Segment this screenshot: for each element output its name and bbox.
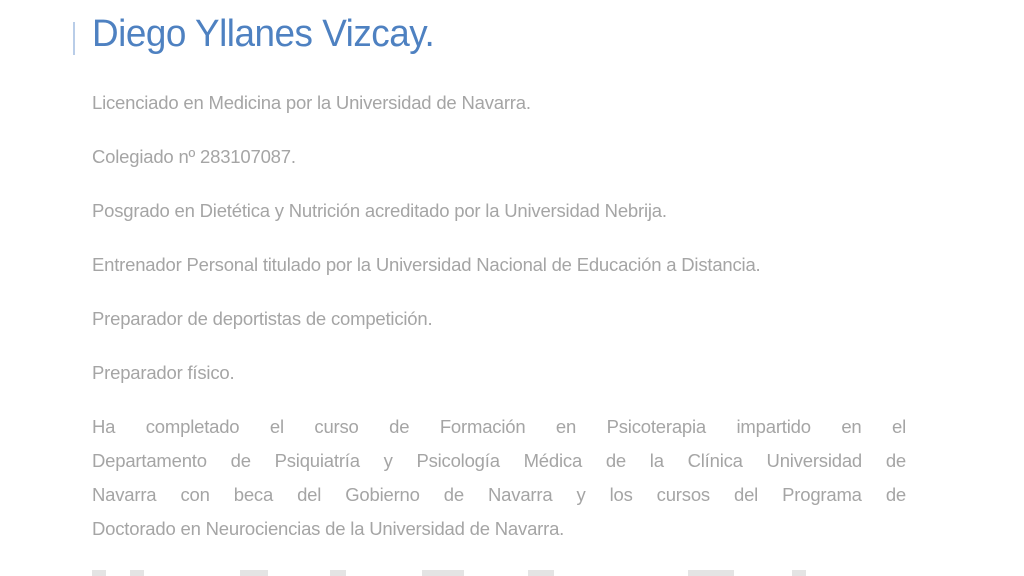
credential-psicoterapia-paragraph	[92, 410, 906, 546]
paragraph-line: Doctorado en Neurociencias de la Universidad de Navarra.	[92, 518, 565, 539]
paragraph-line: Navarra con beca del Gobierno de Navarra y los cursos del Programa de	[92, 484, 906, 505]
credential-preparador-deportistas: Preparador de deportistas de competición.	[92, 308, 433, 329]
credential-entrenador: Entrenador Personal titulado por la Universidad Nacional de Educación a Distancia.	[92, 254, 761, 275]
cutoff-text-line	[92, 570, 906, 576]
credential-preparador-fisico: Preparador físico.	[92, 362, 235, 383]
credential-posgrado: Posgrado en Dietética y Nutrición acreditado por la Universidad Nebrija.	[92, 200, 667, 221]
paragraph-line: Departamento de Psiquiatría y Psicología Médica de la Clínica Universidad de	[92, 450, 906, 471]
document-body	[92, 0, 906, 546]
credential-licenciado: Licenciado en Medicina por la Universidad de Navarra.	[92, 92, 531, 113]
credential-colegiado-number: Colegiado nº 283107087.	[92, 146, 296, 167]
cropped-glyph-sliver	[73, 22, 75, 55]
credentials-list	[92, 86, 906, 546]
page-title: Diego Yllanes Vizcay.	[92, 13, 435, 55]
paragraph-line: Ha completado el curso de Formación en Psicoterapia impartido en el	[92, 416, 906, 437]
